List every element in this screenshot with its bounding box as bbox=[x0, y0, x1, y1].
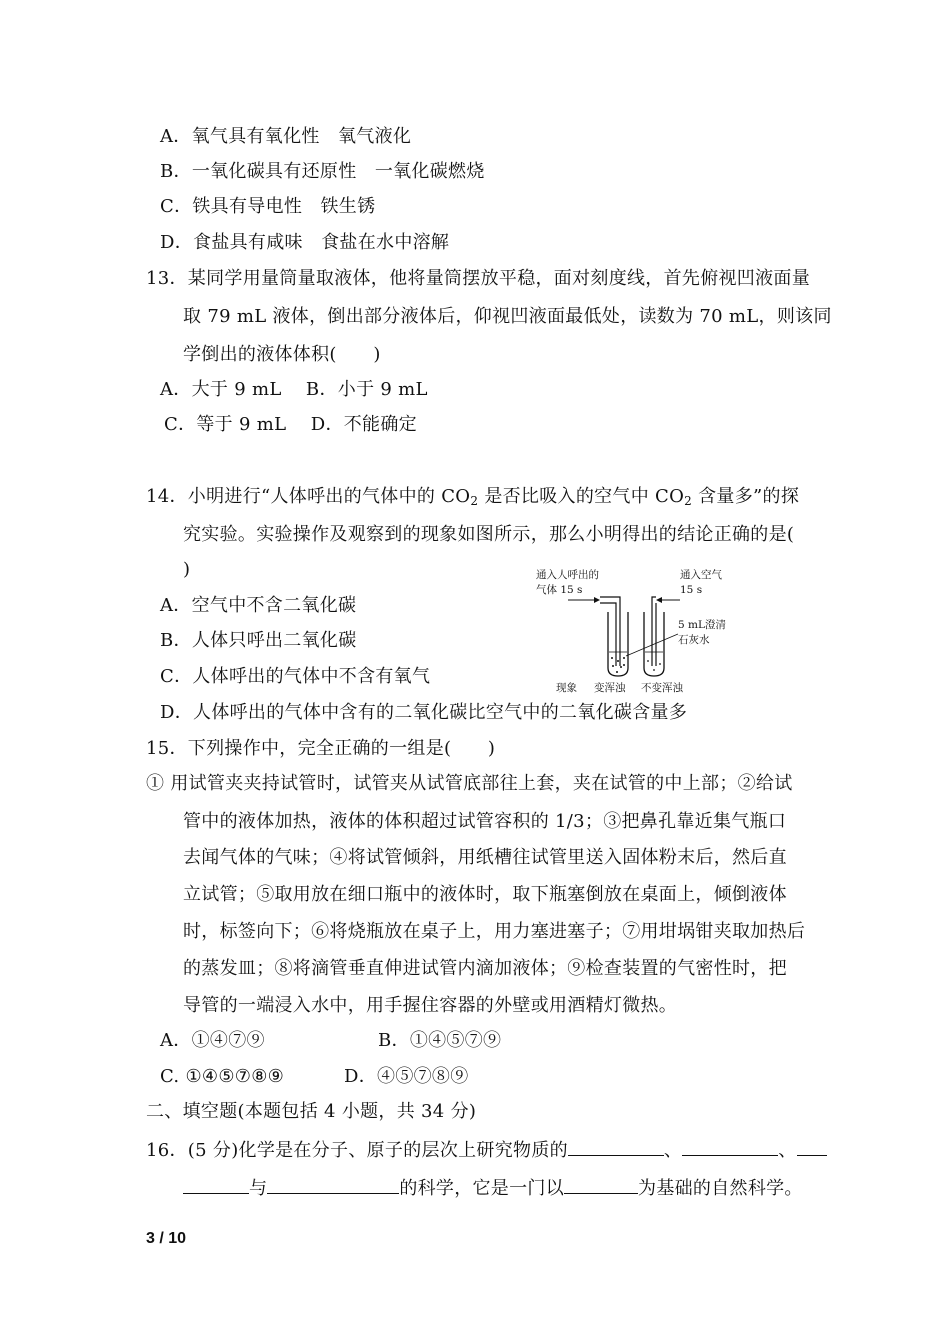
section2-title: 二、填空题(本题包括 4 小题，共 34 分) bbox=[146, 1101, 477, 1122]
q12-option-b: B．一氧化碳具有还原性 一氧化碳燃烧 bbox=[160, 161, 485, 182]
figure-label-air-1: 通入空气 bbox=[680, 569, 722, 581]
q13-options-cd: C．等于 9 mL D．不能确定 bbox=[164, 414, 417, 435]
q16-blank-2[interactable] bbox=[682, 1137, 778, 1156]
left-delivery-tube bbox=[600, 597, 620, 666]
q15-stem-line1: ① 用试管夹夹持试管时，试管夹从试管底部往上套，夹在试管的中上部；②给试 bbox=[146, 773, 793, 794]
q14-stem-line3: ) bbox=[183, 559, 191, 580]
turbid-solution bbox=[609, 652, 627, 673]
q16-blank-3-start[interactable] bbox=[797, 1137, 827, 1156]
q16-blank-4[interactable] bbox=[267, 1175, 399, 1194]
q13-stem-line3: 学倒出的液体体积( ) bbox=[183, 344, 381, 365]
q16-text-part3: 的科学，它是一门以 bbox=[399, 1178, 565, 1199]
q15-title: 15．下列操作中，完全正确的一组是( ) bbox=[146, 738, 496, 759]
q14-option-c: C．人体呼出的气体中不含有氧气 bbox=[160, 666, 431, 687]
q16-line2 bbox=[183, 1175, 803, 1201]
q15-option-a: A．①④⑦⑨ bbox=[160, 1030, 265, 1051]
q14-stem-line1 bbox=[146, 485, 799, 509]
figure-label-exhaled-1: 通入人呼出的 bbox=[536, 569, 599, 581]
q16-blank-5[interactable] bbox=[564, 1175, 638, 1194]
air-inlet-arrow-icon bbox=[656, 597, 680, 603]
q14-experiment-figure bbox=[528, 566, 748, 696]
right-delivery-tube bbox=[652, 597, 656, 666]
figure-label-air-2: 15 s bbox=[680, 584, 703, 596]
figure-label-exhaled-2: 气体 15 s bbox=[536, 584, 583, 596]
q15-stem-line6: 的蒸发皿；⑧将滴管垂直伸进试管内滴加液体；⑨检查装置的气密性时，把 bbox=[183, 958, 787, 979]
page-number: 3 / 10 bbox=[146, 1230, 187, 1247]
exhaled-gas-arrow-icon bbox=[568, 597, 600, 603]
q16-blank-1[interactable] bbox=[568, 1137, 664, 1156]
figure-label-lime-1: 5 mL澄清 bbox=[678, 619, 726, 631]
figure-label-phenomenon: 现象 bbox=[556, 682, 577, 694]
q14-stem-part-c: 含量多”的探 bbox=[692, 486, 800, 507]
q16-separator: 、 bbox=[778, 1140, 797, 1161]
figure-label-lime-2: 石灰水 bbox=[678, 634, 710, 646]
q15-option-d: D．④⑤⑦⑧⑨ bbox=[344, 1066, 469, 1087]
q16-text-part2: 与 bbox=[249, 1178, 268, 1199]
q14-option-b: B．人体只呼出二氧化碳 bbox=[160, 630, 357, 651]
q16-blank-3-end[interactable] bbox=[183, 1175, 249, 1194]
left-test-tube bbox=[608, 612, 628, 676]
q14-stem-part-a: 14．小明进行“人体呼出的气体中的 CO bbox=[146, 486, 471, 507]
q16-line1 bbox=[146, 1137, 827, 1163]
q16-text-part4: 为基础的自然科学。 bbox=[638, 1178, 803, 1199]
q15-stem-line5: 时，标签向下；⑥将烧瓶放在桌子上，用力塞进塞子；⑦用坩埚钳夹取加热后 bbox=[183, 921, 806, 942]
co2-subscript: 2 bbox=[684, 494, 693, 508]
q13-stem-line2: 取 79 mL 液体，倒出部分液体后，仰视凹液面最低处，读数为 70 mL，则该同 bbox=[183, 306, 832, 327]
q13-stem-line1: 13．某同学用量筒量取液体，他将量筒摆放平稳，面对刻度线，首先俯视凹液面量 bbox=[146, 268, 811, 289]
figure-label-turbid: 变浑浊 bbox=[594, 682, 626, 694]
q15-stem-line4: 立试管；⑤取用放在细口瓶中的液体时，取下瓶塞倒放在桌面上，倾倒液体 bbox=[183, 884, 787, 905]
q15-option-c: C. ①④⑤⑦⑧⑨ bbox=[160, 1066, 285, 1087]
q15-stem-line3: 去闻气体的气味；④将试管倾斜，用纸槽往试管里送入固体粉末后，然后直 bbox=[183, 847, 787, 868]
figure-label-not-turbid: 不变浑浊 bbox=[641, 682, 683, 694]
clear-solution bbox=[645, 652, 663, 671]
q12-option-a: A．氧气具有氧化性 氧气液化 bbox=[160, 126, 412, 147]
q12-option-c: C．铁具有导电性 铁生锈 bbox=[160, 196, 376, 217]
q14-option-a: A．空气中不含二氧化碳 bbox=[160, 595, 357, 616]
q14-stem-part-b: 是否比吸入的空气中 CO bbox=[478, 486, 685, 507]
co2-subscript: 2 bbox=[470, 494, 479, 508]
q14-option-d: D．人体呼出的气体中含有的二氧化碳比空气中的二氧化碳含量多 bbox=[160, 702, 688, 723]
q16-text-part1: 16．(5 分)化学是在分子、原子的层次上研究物质的 bbox=[146, 1140, 568, 1161]
q15-option-b: B．①④⑤⑦⑨ bbox=[378, 1030, 502, 1051]
q14-stem-line2: 究实验。实验操作及观察到的现象如图所示，那么小明得出的结论正确的是( bbox=[183, 524, 795, 545]
q15-stem-line2: 管中的液体加热，液体的体积超过试管容积的 1/3；③把鼻孔靠近集气瓶口 bbox=[183, 811, 787, 832]
q12-option-d: D．食盐具有咸味 食盐在水中溶解 bbox=[160, 232, 450, 253]
q15-stem-line7: 导管的一端浸入水中，用手握住容器的外壁或用酒精灯微热。 bbox=[183, 995, 678, 1016]
q16-separator: 、 bbox=[663, 1140, 683, 1161]
q13-options-ab: A．大于 9 mL B．小于 9 mL bbox=[160, 379, 428, 400]
